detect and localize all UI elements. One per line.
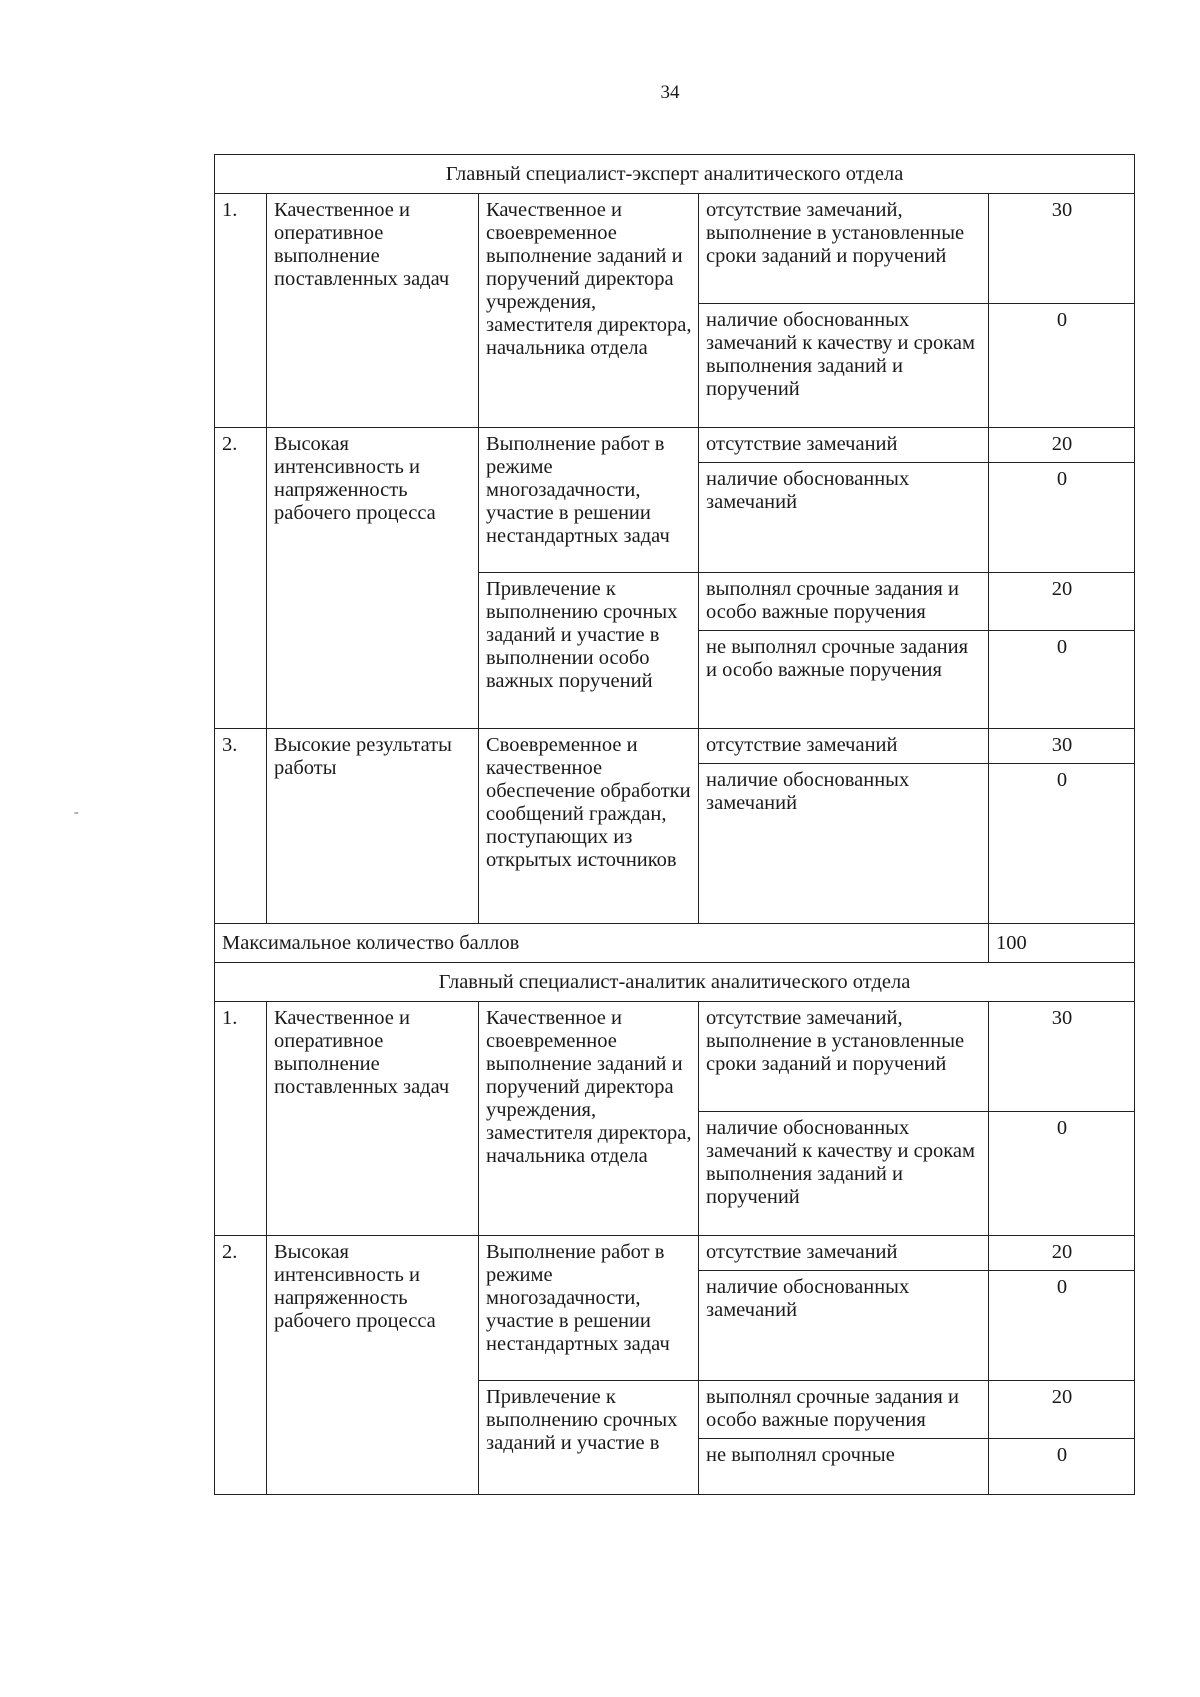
- section-title: Главный специалист-эксперт аналитического отдела: [215, 155, 1135, 194]
- scan-dot: -: [74, 805, 79, 820]
- score-value: 0: [989, 1271, 1135, 1381]
- criterion-name: Качественное и оперативное выполнение поставленных задач: [267, 194, 479, 428]
- section-header-row: [215, 963, 1135, 1002]
- criterion-name: Высокая интенсивность и напряженность рабочего процесса: [267, 428, 479, 729]
- criterion-number: 3.: [215, 729, 267, 924]
- table-row: [215, 194, 1135, 304]
- condition-text: отсутствие замечаний: [699, 1236, 989, 1271]
- indicator-text: Качественное и своевременное выполнение заданий и поручений директора учреждения, заместителя директора, начальника отдела: [479, 1002, 699, 1236]
- total-label: Максимальное количество баллов: [215, 924, 989, 963]
- criterion-name: Высокие результаты работы: [267, 729, 479, 924]
- score-value: 30: [989, 1002, 1135, 1112]
- criterion-number: 1.: [215, 1002, 267, 1236]
- indicator-text: Выполнение работ в режиме многозадачности, участие в решении нестандартных задач: [479, 428, 699, 573]
- section-title: Главный специалист-аналитик аналитического отдела: [215, 963, 1135, 1002]
- score-value: 0: [989, 1112, 1135, 1236]
- criterion-number: 1.: [215, 194, 267, 428]
- score-value: 0: [989, 764, 1135, 924]
- table-row: [215, 428, 1135, 463]
- condition-text: наличие обоснованных замечаний к качеству и срокам выполнения заданий и поручений: [699, 1112, 989, 1236]
- evaluation-criteria-table: [214, 154, 1135, 1495]
- condition-text: отсутствие замечаний: [699, 729, 989, 764]
- total-value: 100: [989, 924, 1135, 963]
- condition-text: отсутствие замечаний, выполнение в установленные сроки заданий и поручений: [699, 194, 989, 304]
- condition-text: выполнял срочные задания и особо важные поручения: [699, 573, 989, 631]
- criterion-name: Качественное и оперативное выполнение поставленных задач: [267, 1002, 479, 1236]
- score-value: 30: [989, 729, 1135, 764]
- table-row: [215, 1002, 1135, 1112]
- condition-text: не выполнял срочные задания и особо важные поручения: [699, 631, 989, 729]
- condition-text: отсутствие замечаний: [699, 428, 989, 463]
- table-row: [215, 1236, 1135, 1271]
- indicator-text: Качественное и своевременное выполнение заданий и поручений директора учреждения, заместителя директора, начальника отдела: [479, 194, 699, 428]
- condition-text: не выполнял срочные: [699, 1439, 989, 1495]
- condition-text: выполнял срочные задания и особо важные поручения: [699, 1381, 989, 1439]
- score-value: 0: [989, 1439, 1135, 1495]
- score-value: 20: [989, 1381, 1135, 1439]
- score-value: 20: [989, 1236, 1135, 1271]
- page-number: 34: [660, 82, 680, 103]
- condition-text: наличие обоснованных замечаний: [699, 463, 989, 573]
- score-value: 0: [989, 631, 1135, 729]
- indicator-text: Своевременное и качественное обеспечение обработки сообщений граждан, поступающих из открытых источников: [479, 729, 699, 924]
- indicator-text: Привлечение к выполнению срочных заданий и участие в: [479, 1381, 699, 1495]
- total-row: [215, 924, 1135, 963]
- criterion-number: 2.: [215, 428, 267, 729]
- table-row: [215, 729, 1135, 764]
- score-value: 0: [989, 463, 1135, 573]
- indicator-text: Выполнение работ в режиме многозадачности, участие в решении нестандартных задач: [479, 1236, 699, 1381]
- condition-text: наличие обоснованных замечаний к качеству и срокам выполнения заданий и поручений: [699, 304, 989, 428]
- score-value: 0: [989, 304, 1135, 428]
- condition-text: наличие обоснованных замечаний: [699, 1271, 989, 1381]
- score-value: 20: [989, 428, 1135, 463]
- section-header-row: [215, 155, 1135, 194]
- criterion-name: Высокая интенсивность и напряженность рабочего процесса: [267, 1236, 479, 1495]
- indicator-text: Привлечение к выполнению срочных заданий и участие в выполнении особо важных поручений: [479, 573, 699, 729]
- condition-text: наличие обоснованных замечаний: [699, 764, 989, 924]
- score-value: 20: [989, 573, 1135, 631]
- condition-text: отсутствие замечаний, выполнение в установленные сроки заданий и поручений: [699, 1002, 989, 1112]
- score-value: 30: [989, 194, 1135, 304]
- criterion-number: 2.: [215, 1236, 267, 1495]
